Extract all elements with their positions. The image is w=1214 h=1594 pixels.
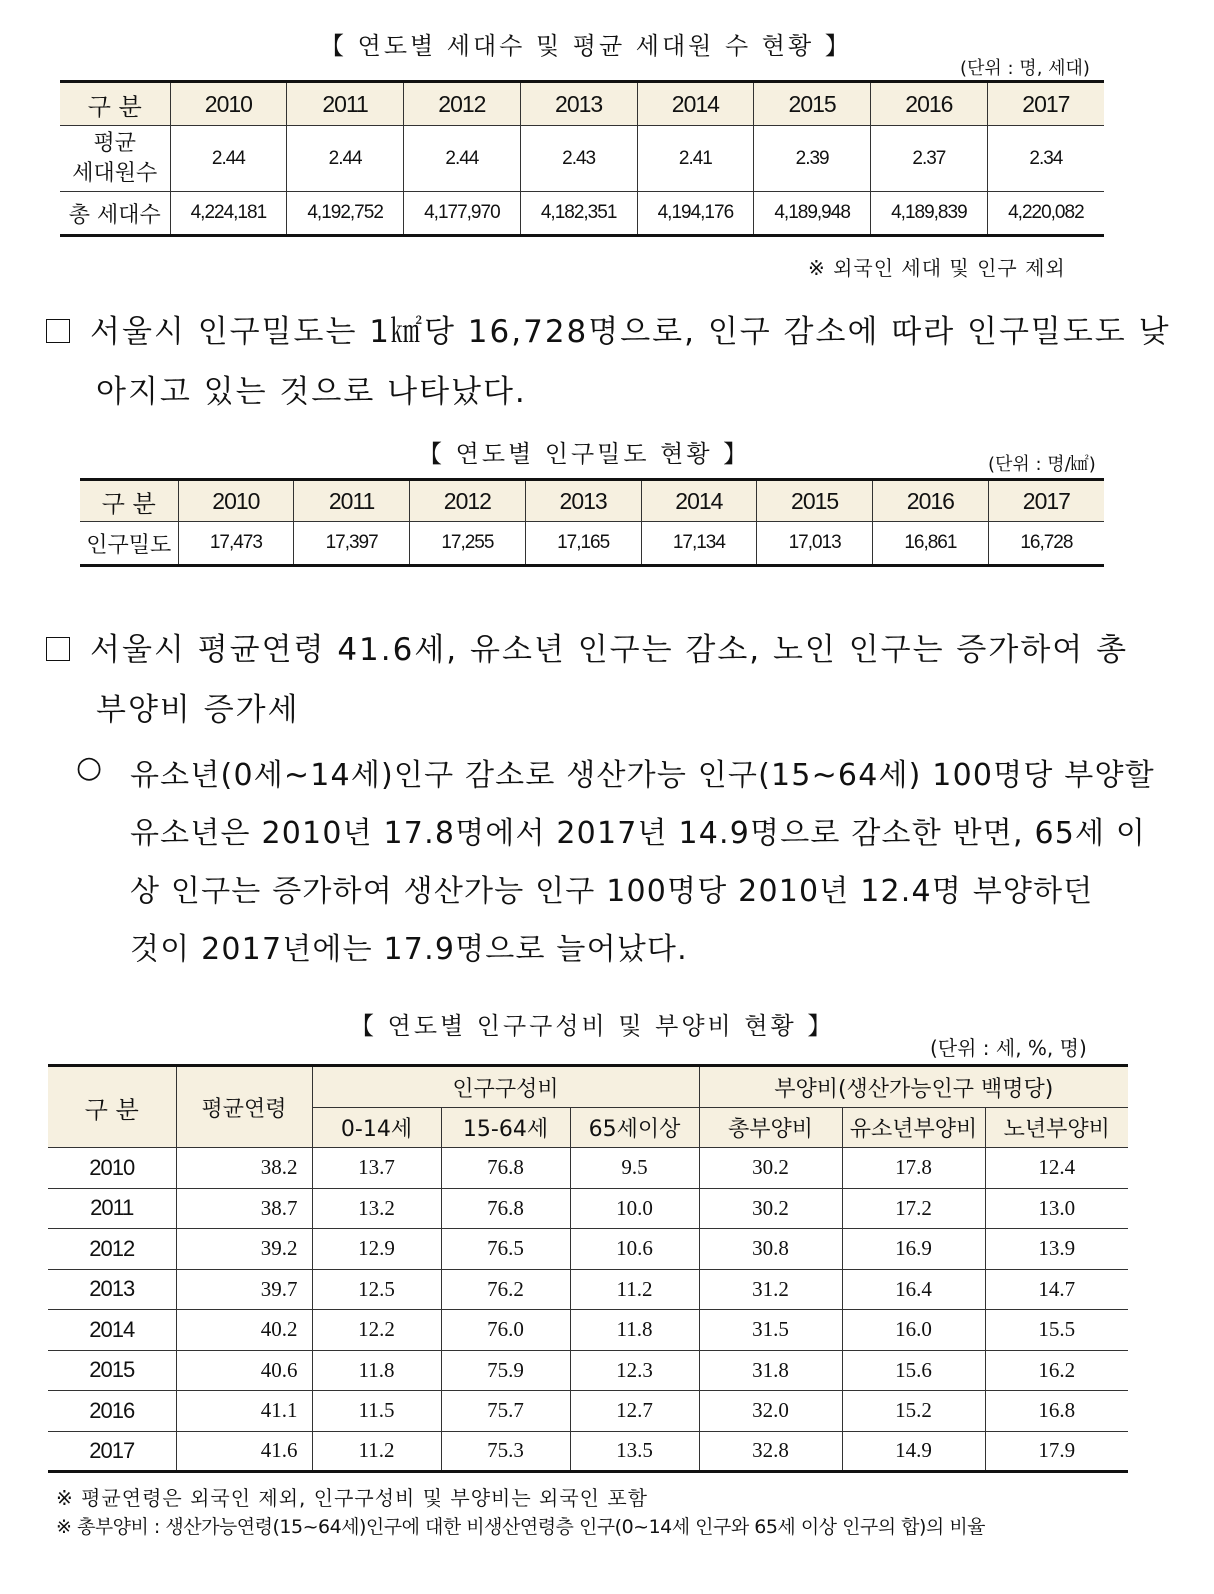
paragraph-text: 서울시 인구밀도는 1㎢당 16,728명으로, 인구 감소에 따라 인구밀도도 낮 [90,314,1171,350]
data-cell: 4,224,181 [170,192,287,236]
paragraph-text: 부양비 증가세 [96,692,300,728]
subheader-cell: 15-64세 [441,1108,570,1148]
data-cell: 16.8 [985,1391,1128,1432]
year-header: 2010 [170,82,287,126]
data-cell: 4,177,970 [404,192,521,236]
data-cell: 13.9 [985,1229,1128,1270]
data-cell: 17.9 [1038,1438,1076,1463]
year-cell: 2015 [48,1350,176,1391]
data-cell: 12.4 [985,1148,1128,1189]
data-cell: 2.34 [987,126,1104,192]
year-header: 2012 [404,82,521,126]
year-header: 2011 [287,82,404,126]
data-cell: 16,728 [1020,532,1073,553]
data-cell: 31.8 [699,1350,842,1391]
row-label: 인구밀도 [80,522,178,566]
header-label-cell: 구 분 [60,82,170,126]
table-row [48,1310,1128,1351]
data-cell: 15.5 [985,1310,1128,1351]
table-header-row [60,82,1104,126]
data-cell: 4,182,351 [520,192,637,236]
year-header: 2010 [178,480,294,522]
data-cell: 31.2 [699,1269,842,1310]
data-cell: 2.44 [170,126,287,192]
data-cell: 2.37 [871,126,988,192]
data-cell: 75.7 [441,1391,570,1432]
data-cell: 12.9 [312,1229,441,1270]
subheader-cell: 0-14세 [312,1108,441,1148]
data-cell: 11.5 [312,1391,441,1432]
table2-unit: (단위 : 명/㎢) [988,454,1096,475]
table-row [48,1391,1128,1432]
year-cell: 2016 [48,1391,176,1432]
table3-note-1: ※ 평균연령은 외국인 제외, 인구구성비 및 부양비는 외국인 포함 [56,1486,648,1510]
year-header: 2015 [754,82,871,126]
data-cell: 17,255 [410,522,526,566]
data-cell: 16.9 [842,1229,985,1270]
year-cell: 2011 [48,1188,176,1229]
data-cell: 32.8 [699,1431,842,1472]
data-cell: 17,134 [641,522,757,566]
table1-note: ※ 외국인 세대 및 인구 제외 [808,256,1066,280]
data-cell: 11.8 [312,1350,441,1391]
row-label: 총 세대수 [60,192,170,236]
table-row [48,1269,1128,1310]
data-cell: 2.44 [404,126,521,192]
data-cell: 15.6 [842,1350,985,1391]
data-cell: 30.2 [699,1188,842,1229]
year-header: 2015 [757,480,873,522]
bullet-text-line: 상 인구는 증가하여 생산가능 인구 100명당 2010년 12.4명 부양하던 [130,874,1094,909]
data-cell: 16,861 [873,522,989,566]
bullet-text-line: 유소년은 2010년 17.8명에서 2017년 14.9명으로 감소한 반면, 65세 이 [130,816,1147,851]
year-header: 2013 [520,82,637,126]
density-table [80,478,1104,567]
bullet-circle-icon: ○ [76,750,105,785]
data-cell: 75.3 [441,1431,570,1472]
subheader-cell: 총부양비 [699,1108,842,1148]
table-row [60,126,1104,192]
paragraph-age [46,624,1128,669]
data-cell: 31.5 [699,1310,842,1351]
data-cell: 17.8 [842,1148,985,1189]
year-header: 2013 [525,480,641,522]
data-cell: 10.6 [570,1229,699,1270]
header-composition: 인구구성비 [312,1066,699,1108]
year-header: 2014 [641,480,757,522]
year-cell: 2013 [48,1269,176,1310]
data-cell: 75.9 [441,1350,570,1391]
table3-title: 【 연도별 인구구성비 및 부양비 현황 】 [350,1012,835,1040]
table-row [80,522,1104,566]
average-age-cell: 40.2 [176,1310,312,1351]
average-age-cell: 38.2 [176,1148,312,1189]
data-cell: 11.2 [570,1269,699,1310]
header-average-age: 평균연령 [176,1066,312,1148]
year-header: 2011 [294,480,410,522]
row-label: 평균 세대원수 [60,126,170,192]
table2-title: 【 연도별 인구밀도 현황 】 [418,440,751,468]
data-cell: 13.5 [570,1431,699,1472]
average-age-cell: 41.1 [176,1391,312,1432]
table-row [60,192,1104,236]
subheader-cell: 유소년부양비 [842,1108,985,1148]
data-cell: 76.8 [441,1188,570,1229]
data-cell: 12.2 [312,1310,441,1351]
data-cell: 4,189,839 [871,192,988,236]
data-cell: 12.5 [312,1269,441,1310]
data-cell: 17,473 [178,522,294,566]
year-header: 2017 [988,480,1104,522]
data-cell: 9.5 [570,1148,699,1189]
data-cell: 76.8 [441,1148,570,1189]
households-table [60,80,1104,237]
table-row [48,1188,1128,1229]
data-cell: 4,194,176 [637,192,754,236]
paragraph-text: 서울시 평균연령 41.6세, 유소년 인구는 감소, 노인 인구는 증가하여 총 [90,632,1129,668]
checkbox-square-icon [46,319,70,343]
data-cell: 17.2 [842,1188,985,1229]
data-cell: 2.41 [637,126,754,192]
data-cell: 76.5 [441,1229,570,1270]
data-cell: 17,397 [294,522,410,566]
average-age-cell: 38.7 [176,1188,312,1229]
data-cell: 30.2 [699,1148,842,1189]
year-cell: 2017 [48,1431,176,1472]
paragraph-density [46,306,1171,351]
table-row [48,1431,1128,1472]
bullet-text-line: 유소년(0세~14세)인구 감소로 생산가능 인구(15~64세) 100명당 부양할 [130,758,1155,793]
data-cell: 15.2 [842,1391,985,1432]
table3-note-2: ※ 총부양비 : 생산가능연령(15~64세)인구에 대한 비생산연령층 인구(0~14세 인구와 65세 이상 인구의 합)의 비율 [56,1516,986,1538]
data-cell: 10.0 [570,1188,699,1229]
year-cell: 2012 [48,1229,176,1270]
data-cell: 12.3 [570,1350,699,1391]
data-cell: 11.2 [312,1431,441,1472]
data-cell: 4,189,948 [754,192,871,236]
table1-title: 【 연도별 세대수 및 평균 세대원 수 현황 】 [320,32,852,60]
composition-table [48,1064,1128,1473]
data-cell: 2.44 [287,126,404,192]
year-header: 2014 [637,82,754,126]
subheader-cell: 65세이상 [570,1108,699,1148]
data-cell: 4,220,082 [1008,202,1084,223]
year-cell: 2014 [48,1310,176,1351]
table-header-row [80,480,1104,522]
average-age-cell: 41.6 [176,1431,312,1472]
data-cell: 13.7 [312,1148,441,1189]
table-row [48,1148,1128,1189]
year-header: 2017 [987,82,1104,126]
subheader-cell: 노년부양비 [985,1108,1128,1148]
data-cell: 76.2 [441,1269,570,1310]
year-header: 2016 [871,82,988,126]
average-age-cell: 40.6 [176,1350,312,1391]
data-cell: 4,192,752 [287,192,404,236]
year-cell: 2010 [48,1148,176,1189]
table1-unit: (단위 : 명, 세대) [960,58,1090,79]
header-label-cell: 구 분 [80,480,178,522]
year-header: 2012 [410,480,526,522]
data-cell: 13.2 [312,1188,441,1229]
data-cell: 16.2 [985,1350,1128,1391]
table-header-row [48,1066,1128,1108]
average-age-cell: 39.2 [176,1229,312,1270]
paragraph-text: 아지고 있는 것으로 나타났다. [96,374,527,410]
data-cell: 76.0 [441,1310,570,1351]
data-cell: 2.39 [754,126,871,192]
data-cell: 17,165 [525,522,641,566]
data-cell: 12.7 [570,1391,699,1432]
data-cell: 16.4 [842,1269,985,1310]
table3-unit: (단위 : 세, %, 명) [930,1036,1087,1060]
data-cell: 30.8 [699,1229,842,1270]
data-cell: 11.8 [570,1310,699,1351]
data-cell: 14.7 [985,1269,1128,1310]
header-dependency: 부양비(생산가능인구 백명당) [699,1066,1128,1108]
average-age-cell: 39.7 [176,1269,312,1310]
checkbox-square-icon [46,637,70,661]
data-cell: 16.0 [842,1310,985,1351]
data-cell: 14.9 [842,1431,985,1472]
data-cell: 17,013 [757,522,873,566]
table-row [48,1350,1128,1391]
table-row [48,1229,1128,1270]
bullet-text-line: 것이 2017년에는 17.9명으로 늘어났다. [130,932,688,967]
header-label-cell: 구 분 [48,1066,176,1148]
data-cell: 13.0 [985,1188,1128,1229]
data-cell: 32.0 [699,1391,842,1432]
year-header: 2016 [873,480,989,522]
data-cell: 2.43 [520,126,637,192]
